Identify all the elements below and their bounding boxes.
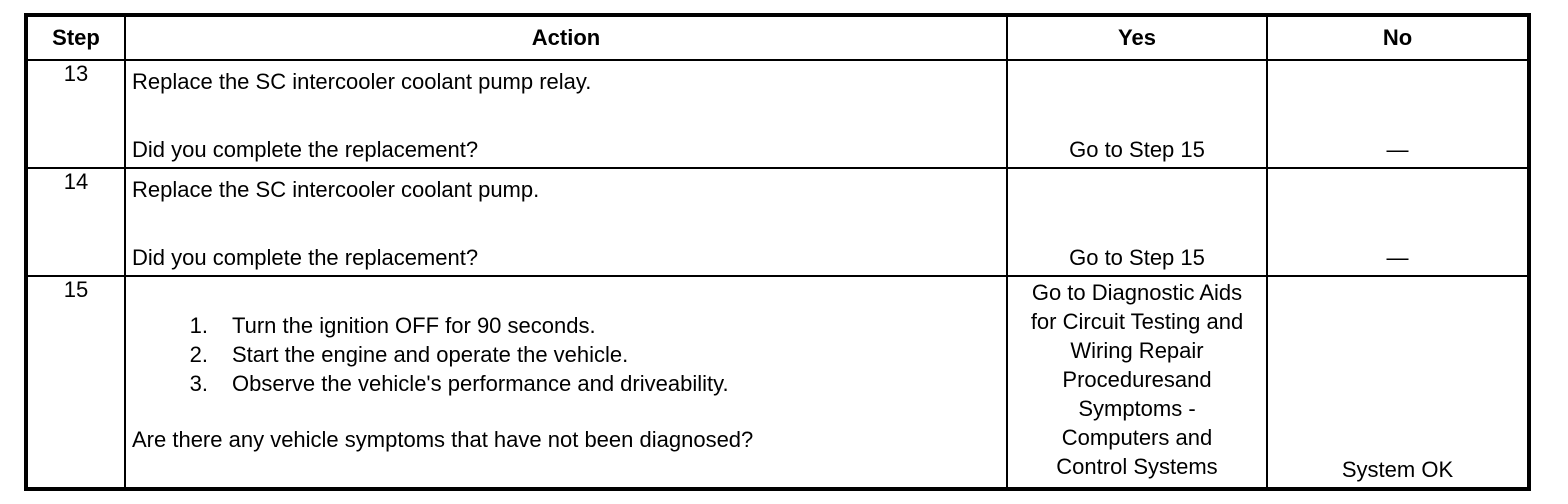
procedure-item-text: Turn the ignition OFF for 90 seconds.: [232, 313, 596, 338]
yes-result-line: Control Systems: [1056, 454, 1218, 479]
procedure-item-number: 2.: [189, 342, 208, 367]
procedure-list: [126, 311, 729, 398]
yes-result-line: Wiring Repair: [1070, 338, 1204, 363]
action-cell: [125, 60, 1007, 168]
procedure-item-text: Start the engine and operate the vehicle.: [232, 342, 629, 367]
table-row-step-14: [26, 168, 1529, 276]
no-cell: [1267, 168, 1529, 276]
procedure-item-text: Observe the vehicle's performance and driveability.: [232, 371, 729, 396]
no-cell: [1267, 276, 1529, 489]
procedure-item: [126, 340, 729, 369]
yes-result-line: Proceduresand: [1062, 367, 1212, 392]
no-result: —: [1386, 137, 1409, 162]
action-cell: [125, 276, 1007, 489]
yes-result-link[interactable]: [1008, 278, 1266, 481]
action-question: Did you complete the replacement?: [132, 137, 479, 162]
yes-result-line: Go to Diagnostic Aids: [1031, 280, 1243, 305]
action-cell: [125, 168, 1007, 276]
step-number: 15: [26, 276, 125, 489]
action-question: Are there any vehicle symptoms that have not been diagnosed?: [132, 427, 754, 452]
yes-cell: [1007, 276, 1267, 489]
action-question: Did you complete the replacement?: [132, 245, 479, 270]
table-row-step-13: [26, 60, 1529, 168]
yes-result: Go to Step 15: [1069, 245, 1205, 270]
header-action: Action: [125, 15, 1007, 60]
procedure-item: [126, 311, 729, 340]
no-cell: [1267, 60, 1529, 168]
yes-cell: [1007, 60, 1267, 168]
yes-result: Go to Step 15: [1069, 137, 1205, 162]
procedure-item: [126, 369, 729, 398]
yes-result-line: Computers and: [1061, 425, 1213, 450]
procedure-item-number: 3.: [189, 371, 208, 396]
step-number: 13: [26, 60, 125, 168]
header-step: Step: [26, 15, 125, 60]
action-instruction: Replace the SC intercooler coolant pump relay.: [132, 69, 592, 94]
table-row-step-15: [26, 276, 1529, 489]
procedure-item-number: 1.: [189, 313, 208, 338]
header-no: No: [1267, 15, 1529, 60]
header-row: [26, 15, 1529, 60]
yes-result-line: for Circuit Testing and: [1030, 309, 1244, 334]
action-instruction: Replace the SC intercooler coolant pump.: [132, 177, 540, 202]
diagnostic-table: [24, 13, 1531, 491]
yes-cell: [1007, 168, 1267, 276]
no-result: —: [1386, 245, 1409, 270]
no-result: System OK: [1341, 457, 1454, 482]
header-yes: Yes: [1007, 15, 1267, 60]
step-number: 14: [26, 168, 125, 276]
yes-result-line: Symptoms -: [1078, 396, 1196, 421]
